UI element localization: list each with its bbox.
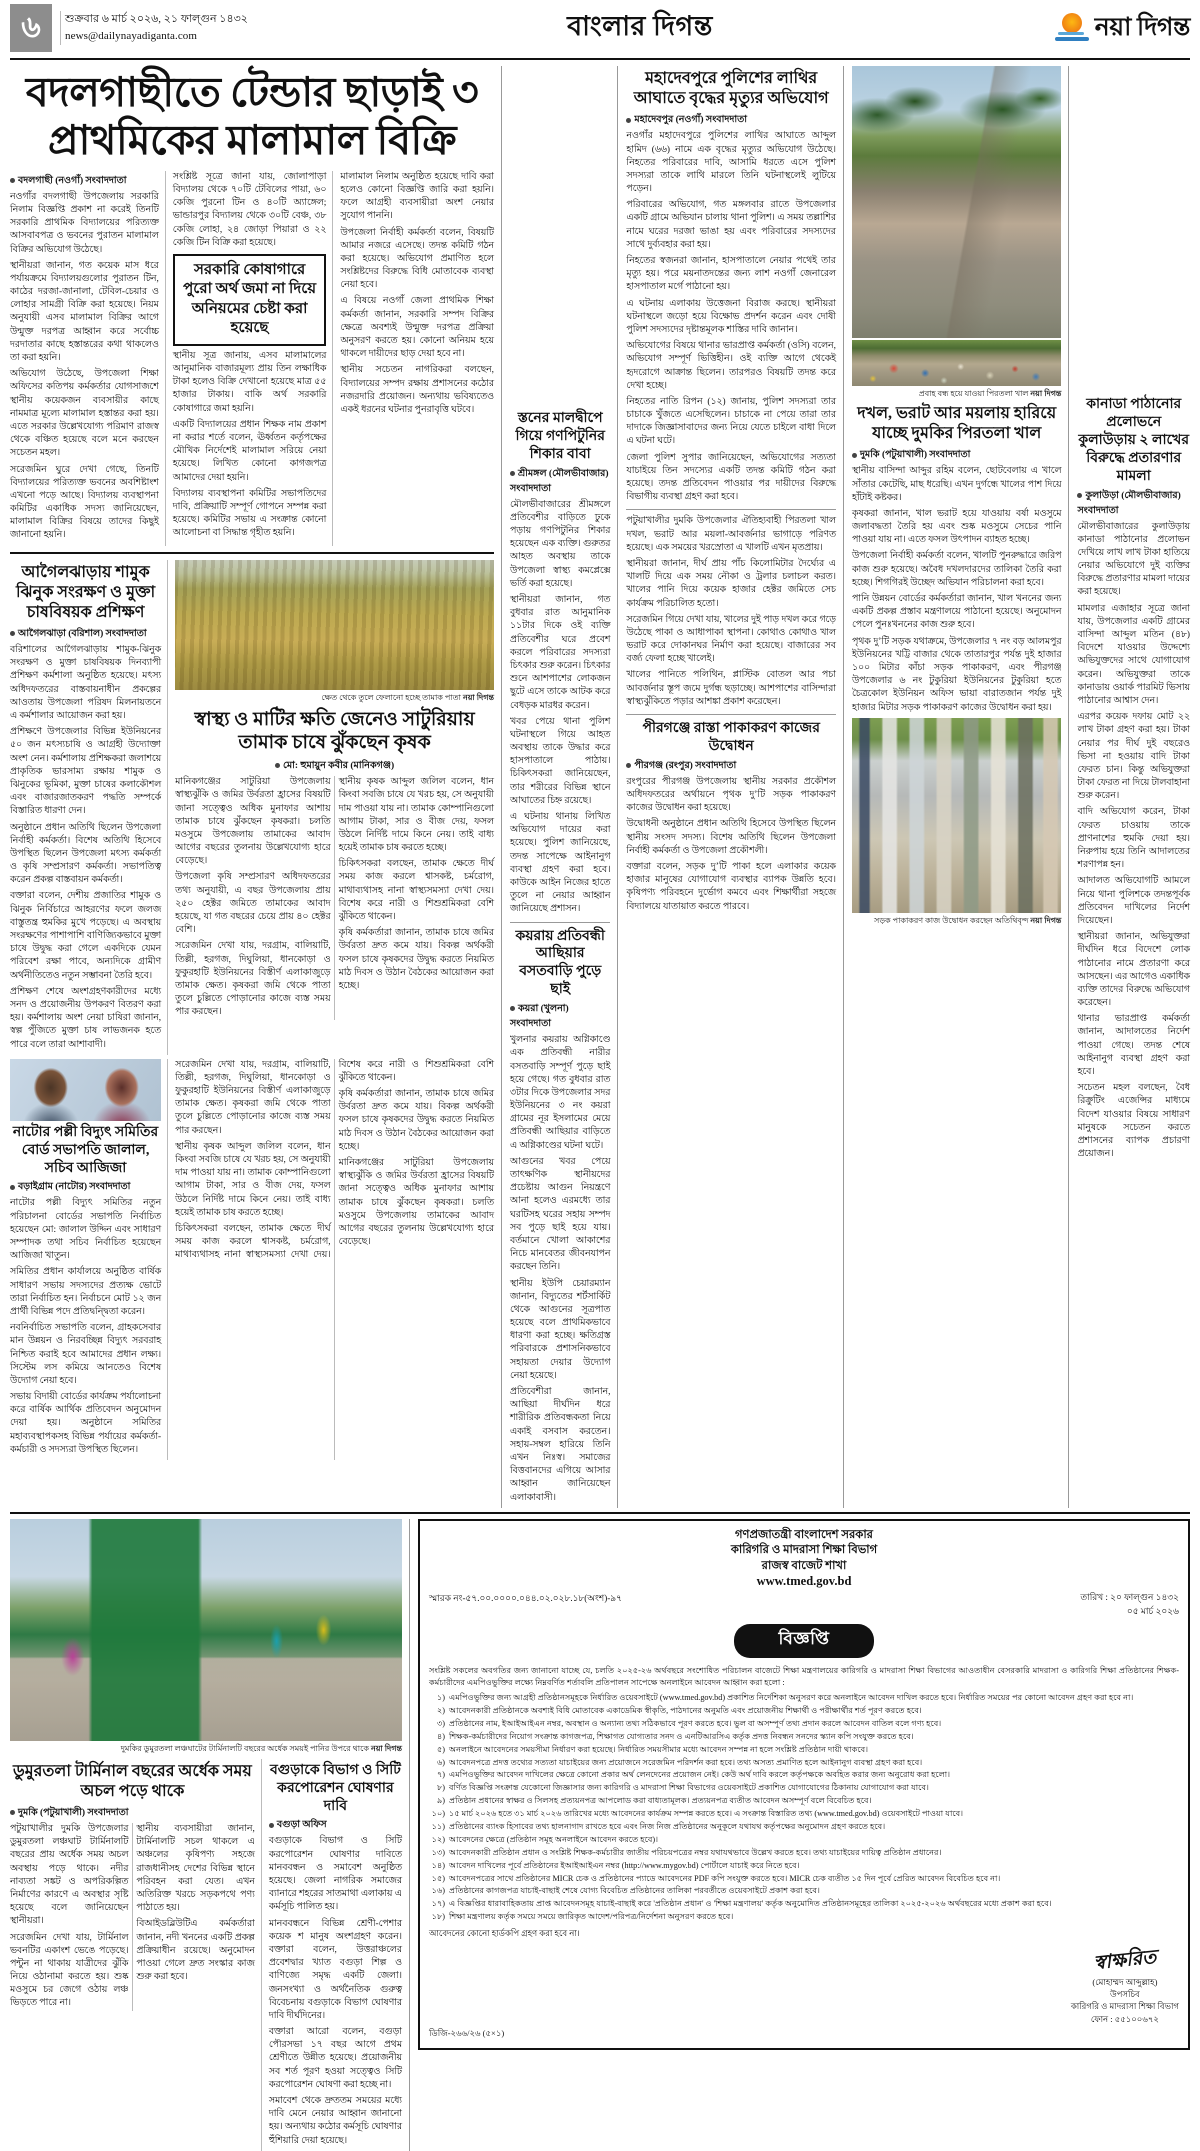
notice-date: তারিখ : ২০ ফাল্গুন ১৪৩২ ০৫ মার্চ ২০২৬ [1080,1592,1179,1616]
bottom-left-stories [10,1759,402,2151]
paragraph: সরেজমিন দেখা যায়, দরগ্রাম, বালিয়াটি, তিল্লী, হরগজ, দিঘুলিয়া, ধানকোড়া ও ফুকুরহাটি ইউনিয়নের বিস্তীর্ণ এলাকাজুড়ে তামাক ক্ষেত। কৃষকরা জমি থেকে পাতা তুলে চুল্লিতে পোড়ানোর কাজে ব্যস্ত সময় পার করছেন। [175,1059,331,1136]
paragraph: মালামাল নিলাম অনুষ্ঠিত হয়েছে দাবি করা হলেও কোনো বিজ্ঞপ্তি জারি করা হয়নি। ফলে আগ্রহী ব্যবসায়ীরা অংশ নেয়ার সুযোগ পাননি। [340,171,494,222]
byline: পীরগঞ্জ (রংপুর) সংবাদদাতা [626,759,836,774]
paragraph: সরেজমিন ঘুরে দেখা গেছে, তিনটি বিদ্যালয়ের পরিত্যক্ত ভবনের অবশিষ্টাংশ এখনো পড়ে আছে। বিদ্যালয় ব্যবস্থাপনা কমিটির একাধিক সদস্য জানিয়েছেন, মালামাল বিক্রির বিষয়ে তাদের কিছুই জানানো হয়নি। [10,464,159,541]
paragraph: আগুনের খবর পেয়ে তাৎক্ষণিক স্থানীয়দের প্রচেষ্টায় আগুন নিয়ন্ত্রণে আনা হলেও এরমধ্যে তার ঘরটিসহ ঘরের সহায় সম্পদ সব পুড়ে ছাই হয়ে যায়। বর্তমানে খোলা আকাশের নিচে মানবেতর জীবনযাপন করছেন তিনি। [510,1156,611,1273]
byline: দুমকি (পটুয়াখালী) সংবাদদাতা [852,448,1062,463]
bottom-area [10,1519,1190,2151]
bogura-story [269,1759,402,2151]
signatory-title: উপসচিব [1110,1988,1140,1999]
zone-police-canal [626,66,844,1508]
paragraph: উপজেলা কৃষি সম্প্রসারণ অধিদফতরের তথ্য অনুযায়ী, এ বছর উপজেলায় প্রায় ২৫০ হেক্টর জমিতে তামাকের আবাদ হয়েছে, যা গত বছরের চেয়ে প্রায় ৪০ হেক্টর বেশি। [175,872,331,936]
govt-line-1: গণপ্রজাতন্ত্রী বাংলাদেশ সরকার [734,1528,874,1541]
paragraph: পানি উন্নয়ন বোর্ডের কর্মকর্তারা জানান, খাল খননের জন্য একটি প্রকল্প প্রস্তাব মন্ত্রণালয়ে পাঠানো হয়েছে। অনুমোদন পেলে পুনঃখননের কাজ শুরু হবে। [851,594,1062,631]
paragraph: বাদি অভিযোগ করেন, টাকা ফেরত চাওয়ায় তাকে প্রাণনাশের হুমকি দেয়া হয়। নিরুপায় হয়ে তিনি আদালতের শরণাপন্ন হন। [1077,807,1190,871]
paragraph: চিকিৎসকরা বলছেন, তামাক ক্ষেতে দীর্ঘ সময় কাজ করলে শ্বাসকষ্ট, চর্মরোগ, মাথাব্যথাসহ নানা স্বাস্থ্যসমস্যা দেখা দেয়। বিশেষ করে নারী ও শিশুশ্রমিকরা বেশি ঝুঁকিতে থাকেন। [338,859,494,922]
memo-number: স্মারক নং-৫৭.০০.০০০০.০৪৪.০২.০২৮.১৮(অংশ)-৯৭ [429,1593,622,1604]
zone-bottom-right [418,1519,1190,2151]
paragraph: মানিকগঞ্জের সাটুরিয়া উপজেলায় স্বাস্থ্যঝুঁকি ও জমির উর্বরতা হ্রাসের বিষয়টি জানা সত্ত্বেও অধিক মুনাফার আশায় তামাক চাষে ঝুঁকছেন কৃষকরা। চলতি মওসুমে উপজেলায় তামাকের আবাদ আগের বছরের তুলনায় উল্লেখযোগ্য হারে বেড়েছে। [175,777,331,867]
paragraph: পরিবারের অভিযোগ, গত মঙ্গলবার রাতে উপজেলার একটি গ্রামে অভিযান চালায় থানা পুলিশ। এ সময় তল্লাশির নামে ঘরের দরজা ভাঙা হয় এবং পরিবারের সদস্যদের সাথে দুর্ব্যবহার করা হয়। [626,200,836,250]
notice-item: ৭) এমপিওভুক্তির আবেদন দাখিলের ক্ষেত্রে কোনো প্রকার অর্থ লেনদেনের প্রয়োজন নেই। কেউ অর্থ দাবি করলে কর্তৃপক্ষকে অবহিত করার জন্য অনুরোধ করা হলো। [436,1770,951,1780]
page-number-badge: ৬ [10,4,52,52]
byline: মো: হুমায়ুন কবীর (মানিকগঞ্জ) [175,759,494,774]
paragraph: এ ঘটনায় থানায় লিখিত অভিযোগ দায়ের করা হয়েছে। পুলিশ জানিয়েছে, তদন্ত সাপেক্ষে আইনানুগ ব্যবস্থা গ্রহণ করা হবে। কাউকে আইন নিজের হাতে তুলে না নেয়ার আহ্বান জানিয়েছে প্রশাসন। [510,812,611,915]
notice-item: ৬) আবেদনপত্রে প্রদত্ত তথ্যের সত্যতা যাচাইয়ের জন্য প্রয়োজনে সরেজমিন পরিদর্শন করা হবে। তথ্য অসত্য প্রমাণিত হলে আইনানুগ ব্যবস্থা গ্রহণ করা হবে। [436,1757,923,1767]
terminal-story [10,1759,262,2151]
paragraph: স্থানীয় কৃষক আব্দুল জলিল বলেন, ধান কিংবা সবজি চাষে যে খরচ হয়, সে অনুযায়ী দাম পাওয়া যায় না। তামাক কোম্পানিগুলো আগাম টাকা, সার ও বীজ দেয়, ফসল উঠলে নির্দিষ্ট দামে কিনে নেয়। তাই বাধ্য হয়েই তামাক চাষ করতে হচ্ছে। [175,1141,331,1218]
notice-intro: সংশ্লিষ্ট সকলের অবগতির জন্য জানানো যাচ্ছে যে, চলতি ২০২৫-২৬ অর্থবছরে সংশোধিত পরিচালন বাজেটে শিক্ষা মন্ত্রণালয়ের কারিগরি ও মাদরাসা শিক্ষা বিভাগের আওতাধীন বেসরকারি মাদরাসা ও কারিগরি শিক্ষা প্রতিষ্ঠানের শিক্ষক-কর্মচারীদের এমপিওভুক্তির লক্ষ্যে নিম্নবর্ণিত শর্তাবলি প্রতিপালন সাপেক্ষে অনলাইনে আবেদন আহ্বান করা হলো : [429,1666,1179,1688]
paragraph: নাটোর পল্লী বিদ্যুৎ সমিতির নতুন পরিচালনা বোর্ডের সভাপতি নির্বাচিত হয়েছেন মো: জালাল উদ্দিন এবং সাধারণ সম্পাদক তথা সচিব নির্বাচিত হয়েছেন আজিজা খাতুন। [10,1198,162,1262]
portrait-headline: নাটোর পল্লী বিদ্যুৎ সমিতির বোর্ড সভাপতি জালাল, সচিব আজিজা [12,1124,159,1176]
notice-item: ১১) প্রতিষ্ঠানের ব্যাংক হিসাবের তথ্য হালনাগাদ রাখতে হবে এবং নিজ নিজ প্রতিষ্ঠানের অনুকূলে যথাযথ কর্তৃপক্ষের অনুমোদন গ্রহণ করতে হবে। [431,1821,886,1831]
bogura-headline: বগুড়াকে বিভাগ ও সিটি করপোরেশন ঘোষণার দাবি [269,1762,401,1814]
masthead-center [340,0,940,56]
masthead-datelines [60,11,248,45]
paragraph: জেলা পুলিশ সুপার জানিয়েছেন, অভিযোগের সত্যতা যাচাইয়ে তিন সদস্যের একটি তদন্ত কমিটি গঠন করা হয়েছে। তদন্ত প্রতিবেদন পাওয়ার পর দায়ীদের বিরুদ্ধে বিভাগীয় ব্যবস্থা গ্রহণ করা হবে। [626,452,836,503]
byline: কুলাউড়া (মৌলভীবাজার) সংবাদদাতা [1077,490,1181,516]
notice-item: ১৪) আবেদন দাখিলের পূর্বে প্রতিষ্ঠানের ইআইআইএন নম্বর (http://www.mygov.bd) পোর্টালে যাচাই করে নিতে হবে। [431,1860,800,1870]
notice-item: ৮) বর্ণিত বিজ্ঞপ্তি সংক্রান্ত যেকোনো জিজ্ঞাসার জন্য কারিগরি ও মাদরাসা শিক্ষা বিভাগের ওয়েবসাইটে প্রকাশিত যোগাযোগের ঠিকানায় যোগাযোগ করা যাবে। [436,1783,929,1793]
canada-headline: কানাডা পাঠানোর প্রলোভনে কুলাউড়ায় ২ লাখের বিরুদ্ধে প্রতারণার মামলা [1078,397,1190,484]
paragraph: সরেজমিন গিয়ে দেখা যায়, খালের দুই পাড় দখল করে গড়ে উঠেছে পাকা ও আধাপাকা স্থাপনা। কোথাও কোথাও খাল ভরাট করে দোকানঘর নির্মাণ করা হয়েছে। বাজারের সব বর্জ্য ফেলা হচ্ছে খালেই। [626,614,836,665]
contact-email[interactable]: news@dailynayadiganta.com [65,30,198,42]
notice-item: ৫) অনলাইনে আবেদনের সময়সীমা নির্ধারণ করা হয়েছে। নির্ধারিত সময়সীমার মধ্যে আবেদন সম্পন্ন না হলে সংশ্লিষ্ট প্রতিষ্ঠান দায়ী থাকবে। [436,1744,869,1754]
govt-line-3: রাজস্ব বাজেট শাখা [761,1559,847,1572]
govt-website[interactable]: www.tmed.gov.bd [756,1574,852,1589]
paragraph: স্থানীয় কৃষক আব্দুল জলিল বলেন, ধান কিংবা সবজি চাষে যে খরচ হয়, সে অনুযায়ী দাম পাওয়া যায় না। তামাক কোম্পানিগুলো আগাম টাকা, সার ও বীজ দেয়, ফসল উঠলে নির্দিষ্ট দামে কিনে নেয়। তাই বাধ্য হয়েই তামাক চাষ করতে হচ্ছে। [338,777,494,854]
paragraph: পটুয়াখালীর দুমকি উপজেলার ডুমুরতলা লঞ্চঘাট টার্মিনালটি বছরের প্রায় অর্ধেক সময় অচল অবস্থায় পড়ে থাকে। নদীর নাব্যতা সঙ্কট ও অপরিকল্পিত নির্মাণের কারণে এ অবস্থার সৃষ্টি হয়েছে বলে জানিয়েছেন স্থানীয়রা। [10,1824,129,1927]
paragraph: অভিযোগের বিষয়ে থানার ভারপ্রাপ্ত কর্মকর্তা (ওসি) বলেন, অভিযোগ সম্পূর্ণ ভিত্তিহীন। ওই ব্যক্তি আগে থেকেই হৃদরোগে আক্রান্ত ছিলেন। তারপরও বিষয়টি তদন্ত করে দেখা হচ্ছে। [626,341,836,391]
byline: মহাদেবপুর (নওগাঁ) সংবাদদাতা [626,113,836,128]
notice-item: ১৮) শিক্ষা মন্ত্রণালয় কর্তৃক সময়ে সময়ে জারিকৃত আদেশ/পরিপত্র/নির্দেশনা অনুসরণ করতে হবে। [431,1912,734,1922]
notice-item: ১) এমপিওভুক্তির জন্য আগ্রহী প্রতিষ্ঠানসমূহকে নির্ধারিত ওয়েবসাইটে (www.tmed.gov.bd) প্রকাশিত নির্দেশিকা অনুসরণ করে অনলাইনে আবেদন দাখিল করতে হবে। নির্ধারিত সময়ের পর কোনো আবেদন গ্রহণ করা হবে না। [436,1693,1134,1703]
terminal-headline: ডুমুরতলা টার্মিনাল বছরের অর্ধেক সময় অচল পড়ে থাকে [12,1762,252,1800]
paragraph: খবর পেয়ে থানা পুলিশ ঘটনাস্থলে গিয়ে আহত অবস্থায় তাকে উদ্ধার করে হাসপাতালে পাঠায়। চিকিৎসকরা জানিয়েছেন, তার শরীরের বিভিন্ন স্থানে আঘাতের চিহ্ন রয়েছে। [510,716,611,806]
paragraph: সভায় বিদায়ী বোর্ডের কার্যক্রম পর্যালোচনা করে বার্ষিক আর্থিক প্রতিবেদন অনুমোদন দেয়া হয়। অনুষ্ঠানে সমিতির মহাব্যবস্থাপকসহ বিভিন্ন পর্যায়ের কর্মকর্তা-কর্মচারী ও সদস্যরা উপস্থিত ছিলেন। [10,1392,162,1455]
paragraph: সমাবেশ থেকে দ্রুততম সময়ের মধ্যে দাবি মেনে নেয়ার আহ্বান জানানো হয়। অন্যথায় কঠোর কর্মসূচি ঘোষণার হুঁশিয়ারি দেয়া হয়েছে। [268,2096,402,2146]
paragraph: স্থানীয় ব্যবসায়ীরা জানান, টার্মিনালটি সচল থাকলে এ অঞ্চলের কৃষিপণ্য সহজে রাজধানীসহ দেশের বিভিন্ন স্থানে পরিবহন করা যেত। এখন অতিরিক্ত খরচে সড়কপথে পণ্য পাঠাতে হয়। [136,1824,255,1914]
photo-caption: প্রবাহ বন্ধ হয়ে যাওয়া পিরতলা খাল নয়া দিগন্ত [918,389,1062,398]
canal-headline: দখল, ভরাট আর ময়লায় হারিয়ে যাচ্ছে দুমকির পিরতলা খাল [857,405,1057,443]
zone-right [1077,66,1190,1508]
ferry-terminal-photo [10,1519,402,1741]
paragraph: স্থানীয় সচেতন নাগরিকরা বলছেন, বিদ্যালয়ের সম্পদ রক্ষায় প্রশাসনের কঠোর নজরদারি প্রয়োজন। অন্যথায় ভবিষ্যতেও একই ধরনের ঘটনার পুনরাবৃত্তি ঘটবে। [340,365,494,415]
zone-bottom-left [10,1519,410,2151]
paragraph: নওগাঁর বদলগাছী উপজেলায় সরকারি নিলাম বিজ্ঞপ্তি প্রকাশ না করেই তিনটি সরকারি প্রাথমিক বিদ্যালয়ের পরিত্যক্ত আসবাবপত্র ও ভবনের পুরাতন মালামাল বিক্রির অভিযোগ উঠেছে। [10,191,159,255]
signatory-name: (মোহাম্মদ আব্দুল্লাহ) [1092,1976,1158,1987]
paragraph: মৌলভীবাজারের কুলাউড়ায় কানাডা পাঠানোর প্রলোভন দেখিয়ে লাখ লাখ টাকা হাতিয়ে নেয়ার অভিযোগে দুই ব্যক্তির বিরুদ্ধে প্রতারণার মামলা দায়ের করা হয়েছে। [1077,521,1190,598]
paragraph: মানববন্ধনে বিভিন্ন শ্রেণী-পেশার কয়েক শ মানুষ অংশগ্রহণ করেন। বক্তারা বলেন, উত্তরাঞ্চলের প্রবেশদ্বার খ্যাত বগুড়া শিল্প ও বাণিজ্যে সমৃদ্ধ একটি জেলা। জনসংখ্যা ও অর্থনৈতিক গুরুত্ব বিবেচনায় বগুড়াকে বিভাগ ঘোষণার দাবি দীর্ঘদিনের। [268,1918,402,2021]
byline: দুমকি (পটুয়াখালী) সংবাদদাতা [10,1806,255,1821]
notice-item: ১৩) আবেদনকারী প্রতিষ্ঠান প্রধান ও সংশ্লিষ্ট শিক্ষক-কর্মচারীর জাতীয় পরিচয়পত্রের নম্বর যথাযথভাবে উল্লেখ করতে হবে। তথ্য যাচাইয়ের দায়িত্ব প্রতিষ্ঠান প্রধানের। [431,1847,942,1857]
signatory-org: কারিগরি ও মাদরাসা শিক্ষা বিভাগ [1070,2001,1179,2012]
masthead-right [940,0,1190,56]
notice-title-pill: বিজ্ঞপ্তি [734,1624,874,1658]
paragraph: সমিতির প্রধান কার্যালয়ে অনুষ্ঠিত বার্ষিক সাধারণ সভায় সদস্যদের প্রত্যক্ষ ভোটে তারা নির্বাচিত হন। নির্বাচনে মোট ১২ জন প্রার্থী বিভিন্ন পদে প্রতিদ্বন্দ্বিতা করেন। [10,1267,162,1317]
paragraph: এরপর কয়েক দফায় মোট ২২ লাখ টাকা গ্রহণ করা হয়। টাকা নেয়ার পর দীর্ঘ দুই বছরেও ভিসা না হওয়ায় বাদি টাকা ফেরত চান। কিন্তু অভিযুক্তরা টাকা ফেরত না দিয়ে টালবাহানা শুরু করেন। [1077,712,1190,802]
photo-caption: দুমকির ডুমুরতলা লঞ্চঘাটের টার্মিনালটি বছরের অর্ধেক সময়ই পানির উপরে থাকে নয়া দিগন্ত [120,1743,402,1753]
zone-left-mid [10,560,494,1055]
handwritten-signature: স্বাক্ষরিত [1092,1946,1158,1975]
snail-headline: আগৈলঝাড়ায় শামুক ঝিনুক সংরক্ষণ ও মুক্তা চাষবিষয়ক প্রশিক্ষণ [15,563,156,621]
notice-signature-block [429,1947,1179,2025]
brand-name: নয়া দিগন্ত [1094,13,1190,41]
photo-caption: ক্ষেত থেকে তুলে ফেলানো হচ্ছে তামাক পাতা নয়া দিগন্ত [321,692,494,702]
notice-footer-note: আবেদনের কোনো হার্ডকপি গ্রহণ করা হবে না। [429,1928,580,1939]
section-title: বাংলার দিগন্ত [567,10,713,41]
village-garbage-photo [852,66,1062,338]
notice-item: ৩) প্রতিষ্ঠানের নাম, ইআইআইএন নম্বর, অবস্থান ও অন্যান্য তথ্য সঠিকভাবে পূরণ করতে হবে। ভুল বা অসম্পূর্ণ তথ্য প্রদান করলে আবেদন বাতিল বলে গণ্য হবে। [436,1718,942,1728]
notice-item: ৪) শিক্ষক-কর্মচারীদের নিয়োগ সংক্রান্ত কাগজপত্র, শিক্ষাগত যোগ্যতার সনদ ও এনটিআরসিএ কর্তৃক প্রদত্ত নিবন্ধন সনদের স্ক্যান কপি সংযুক্ত করতে হবে। [436,1731,914,1741]
paragraph: থানার ভারপ্রাপ্ত কর্মকর্তা জানান, আদালতের নির্দেশ পাওয়া গেছে। তদন্ত শেষে আইনানুগ ব্যবস্থা গ্রহণ করা হবে। [1077,1014,1190,1078]
paragraph: স্থানীয়রা জানান, গত কয়েক মাস ধরে পর্যায়ক্রমে বিদ্যালয়গুলোর পুরাতন টিন, কাঠের দরজা-জানালা, টেবিল-চেয়ার ও লোহার সামগ্রী বিক্রি করা হয়েছে। নিয়ম অনুযায়ী এসব মালামাল বিক্রির আগে উন্মুক্ত দরপত্র আহ্বান করে সর্বোচ্চ দরদাতার কাছে হস্তান্তরের কথা থাকলেও তা করা হয়নি। [10,260,159,363]
notice-item: ১০) ১৫ মার্চ ২০২৬ হতে ৩১ মার্চ ২০২৬ তারিখের মধ্যে আবেদনের কার্যক্রম সম্পন্ন করতে হবে। এ সংক্রান্ত বিস্তারিত তথ্য (www.tmed.gov.bd) ওয়েবসাইটে পাওয়া যাবে। [431,1809,964,1819]
paragraph: কৃষি কর্মকর্তারা জানান, তামাক চাষে জমির উর্বরতা দ্রুত কমে যায়। বিকল্প অর্থকরী ফসল চাষে কৃষকদের উদ্বুদ্ধ করতে নিয়মিত মাঠ দিবস ও উঠান বৈঠকের আয়োজন করা হচ্ছে। [338,1089,494,1152]
paragraph: প্রতিবেশীরা জানান, আছিয়া দীর্ঘদিন ধরে শারীরিক প্রতিবন্ধকতা নিয়ে একাই বসবাস করতেন। সহায়-সম্বল হারিয়ে তিনি এখন নিঃস্ব। সমাজের বিত্তবানদের এগিয়ে আসার আহ্বান জানিয়েছেন এলাকাবাসী। [510,1387,611,1503]
paragraph: স্থানীয় বাসিন্দা আব্দুর রহিম বলেন, ছোটবেলায় এ খালে সাঁতার কেটেছি, মাছ ধরেছি। এখন দুর্গন্ধে খালের পাশ দিয়ে হাঁটাই কষ্টকর। [851,466,1062,503]
paragraph: খালের পানিতে পলিথিন, প্লাস্টিক বোতল আর পচা আবর্জনার স্তূপ জমে দুর্গন্ধ ছড়াচ্ছে। আশপাশের বাসিন্দারা স্বাস্থ্যঝুঁকিতে পড়ার আশঙ্কা প্রকাশ করেছেন। [626,670,836,707]
paragraph: উদ্বোধনী অনুষ্ঠানে প্রধান অতিথি হিসেবে উপস্থিত ছিলেন স্থানীয় সংসদ সদস্য। বিশেষ অতিথি ছিলেন উপজেলা নির্বাহী কর্মকর্তা ও উপজেলা প্রকৌশলী। [626,819,836,856]
terminal-body [10,1823,255,2011]
tobacco-headline: স্বাস্থ্য ও মাটির ক্ষতি জেনেও সাটুরিয়ায় তামাক চাষে ঝুঁকছেন কৃষক [194,708,475,754]
lead-col-3 [340,171,494,546]
paragraph: স্থানীয় সূত্র জানায়, এসব মালামালের আনুমানিক বাজারমূল্য প্রায় তিন লক্ষাধিক টাকা হলেও বিক্রি দেখানো হয়েছে মাত্র ৫৫ হাজার টাকায়। বাকি অর্থ সরকারি কোষাগারে জমা হয়নি। [172,350,327,414]
paragraph: রংপুরের পীরগঞ্জ উপজেলায় স্থানীয় সরকার প্রকৌশল অধিদফতরের অর্থায়নে পৃথক দু’টি সড়ক পাকাকরণ কাজের উদ্বোধন করা হয়েছে। [626,776,836,814]
notice-item-list [429,1692,1179,1923]
snail-story [10,560,168,1055]
zone-left [10,66,502,1508]
canal-trash-photo [852,340,1062,386]
paragraph: নিহতের স্বজনরা জানান, হাসপাতালে নেয়ার পথেই তার মৃত্যু হয়। পরে ময়নাতদন্তের জন্য লাশ নওগাঁ জেনারেল হাসপাতাল মর্গে পাঠানো হয়। [626,256,836,293]
paragraph: নবনির্বাচিত সভাপতি বলেন, গ্রাহকসেবার মান উন্নয়ন ও নিরবচ্ছিন্ন বিদ্যুৎ সরবরাহ নিশ্চিত করাই হবে আমাদের প্রধান লক্ষ্য। সিস্টেম লস কমিয়ে আনতেও বিশেষ উদ্যোগ নেয়া হবে। [10,1323,162,1386]
notice-item: ১২) আবেদনের ক্ষেত্রে (প্রতিষ্ঠান সমূহ অনলাইনে আবেদন করতে হবে)। [431,1834,659,1844]
lead-col-1 [10,171,166,546]
paragraph: স্থানীয়রা জানান, দীর্ঘ প্রায় পাঁচ কিলোমিটার দৈর্ঘ্যের এ খালটি দিয়ে এক সময় নৌকা ও ট্রলার চলাচল করত। খালের পানি দিয়ে কয়েক হাজার হেক্টর জমিতে সেচ কার্যক্রম পরিচালিত হতো। [626,558,836,609]
zone-left-low [10,1059,494,1460]
byline: বদলগাছী (নওগাঁ) সংবাদদাতা [10,174,159,189]
paragraph: মামলার এজাহার সূত্রে জানা যায়, উপজেলার একটি গ্রামের বাসিন্দা আব্দুল মতিন (৪৮) বিদেশে যাওয়ার উদ্দেশ্যে অভিযুক্তদের সাথে যোগাযোগ করেন। অভিযুক্তরা তাকে কানাডায় ওয়ার্ক পারমিট ভিসায় পাঠানোর আশ্বাস দেন। [1077,603,1190,706]
tobacco-body [175,776,494,1019]
paragraph: স্থানীয় ইউপি চেয়ারম্যান জানান, বিদ্যুতের শর্টসার্কিট থেকে আগুনের সূত্রপাত হয়েছে বলে প্রাথমিকভাবে ধারণা করা হচ্ছে। ক্ষতিগ্রস্ত পরিবারকে প্রশাসনিকভাবে সহায়তা দেয়ার উদ্যোগ নেয়া হয়েছে। [510,1278,611,1381]
tobacco-body-cont [175,1059,494,1460]
pullquote-box: সরকারি কোষাগারে পুরো অর্থ জমা না দিয়ে অনিয়মের চেষ্টা করা হয়েছে [173,254,327,346]
notice-item: ৯) প্রতিষ্ঠান প্রধানের স্বাক্ষর ও সিলসহ প্রত্যয়নপত্র আপলোড করা বাধ্যতামূলক। প্রত্যয়নপত্র ব্যতীত আবেদন অসম্পূর্ণ বলে বিবেচিত হবে। [436,1796,872,1806]
paragraph: উপজেলা নির্বাহী কর্মকর্তা বলেন, খালটি পুনরুদ্ধারে জরিপ কাজ শুরু হয়েছে। অবৈধ দখলদারদের তালিকা তৈরি করা হচ্ছে। শিগগিরই উচ্ছেদ অভিযান পরিচালনা করা হবে। [851,551,1062,588]
lead-body-columns [10,171,494,546]
paragraph: স্থানীয়রা জানান, অভিযুক্তরা দীর্ঘদিন ধরে বিদেশে লোক পাঠানোর নামে প্রতারণা করে আসছেন। এর আগেও একাধিক ব্যক্তি তাদের বিরুদ্ধে অভিযোগ করেছেন। [1077,932,1191,1009]
masthead [10,0,1190,60]
paragraph: সরেজমিন দেখা যায়, দরগ্রাম, বালিয়াটি, তিল্লী, হরগজ, দিঘুলিয়া, ধানকোড়া ও ফুকুরহাটি ইউনিয়নের বিস্তীর্ণ এলাকাজুড়ে তামাক ক্ষেত। কৃষকরা জমি থেকে পাতা তুলে চুল্লিতে পোড়ানোর কাজে ব্যস্ত সময় পার করছেন। [175,941,331,1018]
lead-col-2 [173,171,334,546]
govt-line-2: কারিগরি ও মাদরাসা শিক্ষা বিভাগ [730,1544,878,1557]
byline: আগৈলঝাড়া (বরিশাল) সংবাদদাতা [10,627,161,642]
publication-date: শুক্রবার ৬ মার্চ ২০২৬, ২১ ফাল্গুন ১৪৩২ [65,12,248,25]
lead-headline: বদলগাছীতে টেন্ডার ছাড়াই ৩ প্রাথমিকের মালামাল বিক্রি [25,69,479,164]
notice-item: ২) আবেদনকারী প্রতিষ্ঠানকে অবশ্যই বিধি মোতাবেক একাডেমিক স্বীকৃতি, পাঠদানের অনুমতি এবং প্রয়োজনীয় শিক্ষার্থী ও পরীক্ষার্থীর শর্ত পূরণ করতে হবে। [436,1705,922,1715]
paragraph: বক্তারা আরো বলেন, বগুড়া পৌরসভা ১৭ বছর আগে প্রথম শ্রেণীতে উন্নীত হয়েছে। প্রয়োজনীয় সব শর্ত পূরণ হওয়া সত্ত্বেও সিটি করপোরেশন ঘোষণা করা হচ্ছে না। [268,2027,402,2090]
notice-reference: ডিজি-২৬৬/২৬ (৫×১) [429,2027,505,2038]
paragraph: বরিশালের আগৈলঝাড়ায় শামুক-ঝিনুক সংরক্ষণ ও মুক্তা চাষবিষয়ক দিনব্যাপী প্রশিক্ষণ কর্মশালা অনুষ্ঠিত হয়েছে। মৎস্য অধিদফতরের বাস্তবায়নাধীন প্রকল্পের আওতায় উপজেলা পরিষদ মিলনায়তনে এ কর্মশালার আয়োজন করা হয়। [10,645,162,722]
paragraph: এ বিষয়ে নওগাঁ জেলা প্রাথমিক শিক্ষা কর্মকর্তা জানান, সরকারি সম্পদ বিক্রির ক্ষেত্রে অবশ্যই উন্মুক্ত দরপত্র প্রক্রিয়া অনুসরণ করতে হয়। কোনো অনিয়ম হয়ে থাকলে দায়ীদের ছাড় দেয়া হবে না। [340,296,494,360]
zone-photos [852,66,1070,1508]
paragraph: স্থানীয়রা জানান, গত বুধবার রাত আনুমানিক ১১টার দিকে ওই ব্যক্তি প্রতিবেশীর ঘরে প্রবেশ করলে পরিবারের সদস্যরা চিৎকার শুরু করেন। চিৎকার শুনে আশপাশের লোকজন ছুটে এসে তাকে আটক করে বেধড়ক মারধর করেন। [510,595,611,711]
paragraph: সচেতন মহল বলছেন, বৈধ রিক্রুটিং এজেন্সির মাধ্যমে বিদেশ যাওয়ার বিষয়ে সাধারণ মানুষকে সচেতন করতে প্রশাসনের ব্যাপক প্রচারণা প্রয়োজন। [1077,1083,1190,1160]
paragraph: একটি বিদ্যালয়ের প্রধান শিক্ষক নাম প্রকাশ না করার শর্তে বলেন, ঊর্ধ্বতন কর্তৃপক্ষের মৌখিক নির্দেশেই মালামাল সরিয়ে নেয়া হয়েছে। লিখিত কোনো কাগজপত্র আমাদের দেয়া হয়নি। [172,419,327,483]
officials-portrait-photo [10,1059,161,1121]
notice-item: ১৫) আবেদনপত্রের সাথে প্রতিষ্ঠানের MICR চেক ও প্রতিষ্ঠানের প্যাডে আবেদনের PDF কপি সংযুক্ত করতে হবে। MICR চেক ব্যতীত ১৫ দিন পূর্বে প্রেরিত আবেদন বিবেচিত হবে না। [431,1873,1001,1883]
byline: শ্রীমঙ্গল (মৌলভীবাজার) সংবাদদাতা [510,468,609,494]
police-headline: মহাদেবপুরে পুলিশের লাথির আঘাতে বৃদ্ধের মৃত্যুর অভিযোগ [633,70,829,108]
snake-headline: স্তনের মালদ্বীপে গিয়ে গণপিটুনির শিকার বাবা [515,411,605,462]
top-area [10,66,1190,1508]
masthead-left [10,0,340,56]
paragraph: বিআইডব্লিউটিএ কর্মকর্তারা জানান, নদী খননের একটি প্রকল্প প্রক্রিয়াধীন রয়েছে। অনুমোদন পাওয়া গেলে দ্রুত সংস্কার কাজ শুরু করা হবে। [136,1919,255,1983]
road-inauguration-photo [852,718,1062,913]
paragraph: বিদ্যালয় ব্যবস্থাপনা কমিটির সভাপতিদের দাবি, প্রক্রিয়াটি সম্পূর্ণ গোপনে সম্পন্ন করা হয়েছে। কমিটির সভায় এ সংক্রান্ত কোনো আলোচনা বা সিদ্ধান্ত গৃহীত হয়নি। [172,488,327,539]
photo-caption: সড়ক পাকাকরণ কাজ উদ্বোধন করছেন অতিথিবৃন্দ নয়া দিগন্ত [874,915,1062,925]
paragraph: বক্তারা বলেন, দেশীয় প্রজাতির শামুক ও ঝিনুক নির্বিচারে আহরণের ফলে জলজ বাস্তুতন্ত্র হুমকির মুখে পড়েছে। এ অবস্থায় সংরক্ষণের পাশাপাশি বাণিজ্যিকভাবে মুক্তা চাষে উদ্বুদ্ধ করা গেলে একদিকে যেমন পরিবেশ রক্ষা পাবে, অন্যদিকে গ্রামীণ অর্থনীতিতেও নতুন সম্ভাবনা তৈরি হবে। [10,891,162,981]
zone-middle-narrow [510,66,618,1508]
byline: বড়াইগ্রাম (নাটোর) সংবাদদাতা [10,1180,161,1195]
byline: বগুড়া অফিস [269,1818,402,1833]
paragraph: চিকিৎসকরা বলছেন, তামাক ক্ষেতে দীর্ঘ সময় কাজ করলে শ্বাসকষ্ট, চর্মরোগ, মাথাব্যথাসহ নানা স্বাস্থ্যসমস্যা দেখা দেয়। বিশেষ করে নারী ও শিশুশ্রমিকরা বেশি ঝুঁকিতে থাকেন। [175,1059,494,1261]
paragraph: মৌলভীবাজারের শ্রীমঙ্গলে প্রতিবেশীর বাড়িতে ঢুকে পড়ায় গণপিটুনির শিকার হয়েছেন এক ব্যক্তি। গুরুতর আহত অবস্থায় তাকে উপজেলা স্বাস্থ্য কমপ্লেক্সে ভর্তি করা হয়েছে। [510,499,611,589]
paragraph: মানিকগঞ্জের সাটুরিয়া উপজেলায় স্বাস্থ্যঝুঁকি ও জমির উর্বরতা হ্রাসের বিষয়টি জানা সত্ত্বেও অধিক মুনাফার আশায় তামাক চাষে ঝুঁকছেন কৃষকরা। চলতি মওসুমে উপজেলায় তামাকের আবাদ আগের বছরের তুলনায় উল্লেখযোগ্য হারে বেড়েছে। [338,1158,494,1248]
paragraph: নওগাঁর মহাদেবপুরে পুলিশের লাথির আঘাতে আব্দুল হামিদ (৬৬) নামে এক বৃদ্ধের মৃত্যুর অভিযোগ উঠেছে। নিহতের পরিবারের দাবি, আসামি ধরতে এসে পুলিশ সদস্যরা তাকে লাথি মারলে তিনি ঘটনাস্থলেই লুটিয়ে পড়েন। [626,131,836,195]
road-headline: পীরগঞ্জে রাস্তা পাকাকরণ কাজের উদ্বোধন [642,721,820,754]
signatory-phone: ফোন : ৫৫১০০৬৭২ [1090,2013,1159,2024]
notice-item: ১৬) প্রতিষ্ঠানের কাগজপত্র যাচাই-বাছাই শেষে যোগ্য বিবেচিত প্রতিষ্ঠানের তালিকা পরবর্তীতে ওয়েবসাইটে প্রকাশ করা হবে। [431,1886,820,1896]
government-notice [418,1519,1190,2050]
paragraph: অভিযোগ উঠেছে, উপজেলা শিক্ষা অফিসের কতিপয় কর্মকর্তার যোগসাজশে স্থানীয় কয়েকজন ব্যবসায়ীর কাছে নামমাত্র মূল্যে মালামাল হস্তান্তর করা হয়। এতে সরকার উল্লেখযোগ্য পরিমাণ রাজস্ব থেকে বঞ্চিত হয়েছে বলে মনে করছেন সচেতন মহল। [10,369,159,459]
notice-item: ১৭) এ বিজ্ঞপ্তির ধারাবাহিকতায় প্রাপ্ত আবেদনসমূহ যাচাই-বাছাই করে 'প্রতিষ্ঠান প্রধান' ও 'শিক্ষা মন্ত্রণালয়' কর্তৃক অনুমোদিত প্রতিষ্ঠানসমূহের তালিকা ২০২৫-২০২৬ অর্থবছরের মধ্যে প্রকাশ করা হবে। [431,1899,1052,1909]
tobacco-field-photo [175,560,494,690]
byline: কয়রা (খুলনা) সংবাদদাতা [510,1004,569,1030]
paragraph: পৃথক দু’টি সড়ক যথাক্রমে, উপজেলার ৭ নং বড় আলমপুর ইউনিয়নের খট্টি বাজার থেকে তাতারপুর পর্যন্ত দুই হাজার ১০০ মিটার কাঁচা সড়ক পাকাকরণ, এবং পীরগঞ্জ উপজেলার ৬ নং টুকুরিয়া ইউনিয়নের টুকুরিয়া হতে চৈত্রকোল ইউনিয়ন অফিস ভায়া বারাতজান পর্যন্ত দুই হাজার মিটার সড়ক পাকাকরণ কাজের উদ্বোধন করা হয়। [851,636,1062,713]
tobacco-block [175,560,494,1055]
paragraph: বক্তারা বলেন, সড়ক দু’টি পাকা হলে এলাকার কয়েক হাজার মানুষের যোগাযোগ ব্যবস্থার ব্যাপক উন্নতি হবে। কৃষিপণ্য পরিবহনে দুর্ভোগ কমবে এবং শিক্ষার্থীরা সহজে বিদ্যালয়ে যাতায়াত করতে পারবে। [626,861,836,912]
notice-meta [429,1591,1179,1618]
paragraph: কৃষকরা জানান, খাল ভরাট হয়ে যাওয়ায় বর্ষা মওসুমে জলাবদ্ধতা তৈরি হয় এবং শুষ্ক মওসুমে সেচের পানি পাওয়া যায় না। এতে ফসল উৎপাদন ব্যাহত হচ্ছে। [851,508,1062,546]
paragraph: আদালত অভিযোগটি আমলে নিয়ে থানা পুলিশকে তদন্তপূর্বক প্রতিবেদন দাখিলের নির্দেশ দিয়েছেন। [1077,876,1190,926]
portrait-story [10,1059,168,1460]
fire-headline: কয়রায় প্রতিবন্ধী আছিয়ার বসতবাড়ি পুড়ে ছাই [515,928,605,998]
paragraph: প্রশিক্ষণে উপজেলার বিভিন্ন ইউনিয়নের ৫০ জন মৎস্যচাষি ও আগ্রহী উদ্যোক্তা অংশ নেন। কর্মশালায় প্রশিক্ষকরা জলাশয়ে প্রাকৃতিক ভারসাম্য রক্ষায় শামুক ও ঝিনুকের ভূমিকা, মুক্তা চাষের কলাকৌশল এবং বাজারজাতকরণ পদ্ধতি সম্পর্কে বিস্তারিত ধারণা দেন। [10,727,162,817]
paragraph: সরেজমিন দেখা যায়, টার্মিনাল ভবনটির একাংশ ভেঙে পড়েছে। পন্টুন না থাকায় যাত্রীদের ঝুঁকি নিয়ে ওঠানামা করতে হয়। শুষ্ক মওসুমে চর জেগে ওঠায় লঞ্চ ভিড়তে পারে না। [10,1932,129,2009]
paragraph: অনুষ্ঠানে প্রধান অতিথি ছিলেন উপজেলা নির্বাহী কর্মকর্তা। বিশেষ অতিথি হিসেবে উপস্থিত ছিলেন উপজেলা মৎস্য কর্মকর্তা ও কৃষি সম্প্রসারণ কর্মকর্তা। সভাপতিত্ব করেন প্রকল্প বাস্তবায়ন কর্মকর্তা। [10,822,162,886]
paragraph: পটুয়াখালীর দুমকি উপজেলার ঐতিহ্যবাহী পিরতলা খাল দখল, ভরাট আর ময়লা-আবর্জনার ভাগাড়ে পরিণত হয়েছে। এক সময়ের খরস্রোতা এ খালটি এখন মৃতপ্রায়। [626,516,836,553]
sun-logo-icon [1055,11,1089,45]
paragraph: এ ঘটনায় এলাকায় উত্তেজনা বিরাজ করছে। স্থানীয়রা ঘটনাস্থলে জড়ো হয়ে বিক্ষোভ প্রদর্শন করেন এবং দোষী পুলিশ সদস্যদের দৃষ্টান্তমূলক শাস্তির দাবি জানান। [626,298,836,335]
paragraph: কৃষি কর্মকর্তারা জানান, তামাক চাষে জমির উর্বরতা দ্রুত কমে যায়। বিকল্প অর্থকরী ফসল চাষে কৃষকদের উদ্বুদ্ধ করতে নিয়মিত মাঠ দিবস ও উঠান বৈঠকের আয়োজন করা হচ্ছে। [338,928,494,991]
paragraph: প্রশিক্ষণ শেষে অংশগ্রহণকারীদের মধ্যে সনদ ও প্রয়োজনীয় উপকরণ বিতরণ করা হয়। কর্মশালায় অংশ নেয়া চাষিরা জানান, স্বল্প পুঁজিতে মুক্তা চাষ লাভজনক হতে পারে বলে তারা আশাবাদী। [10,986,162,1050]
paragraph: সংশ্লিষ্ট সূত্রে জানা যায়, জোলাপাড়া বিদ্যালয় থেকে ৭০টি টেবিলের পায়া, ৬০ কেজি পুরনো টিন ও ৪০টি অ্যাঙ্গেল; ভান্ডারপুর বিদ্যালয় থেকে ৩০টি বেঞ্চ, ৩৮ কেজি লোহা, ২৪ জোড়া পিয়ারা ও ২২ কেজি টিন বিক্রি করা হয়েছে। [172,171,327,248]
paragraph: উপজেলা নির্বাহী কর্মকর্তা বলেন, বিষয়টি আমার নজরে এসেছে। তদন্ত কমিটি গঠন করা হয়েছে। অভিযোগ প্রমাণিত হলে সংশ্লিষ্টদের বিরুদ্ধে বিধি মোতাবেক ব্যবস্থা নেয়া হবে। [340,227,494,291]
paragraph: নিহতের নাতি রিপন (১২) জানায়, পুলিশ সদস্যরা তার চাচাকে খুঁজতে এসেছিলেন। চাচাকে না পেয়ে তারা তার দাদাকে জিজ্ঞাসাবাদের জন্য নিয়ে যেতে চাইলে বাধা দিলে এ ঘটনা ঘটে। [626,396,836,447]
paragraph: খুলনার কয়রায় অগ্নিকাণ্ডে এক প্রতিবন্ধী নারীর বসতবাড়ি সম্পূর্ণ পুড়ে ছাই হয়ে গেছে। গত বুধবার রাত ৩টার দিকে উপজেলার সদর ইউনিয়নের ৩ নং কয়রা গ্রামের নূর ইসলামের মেয়ে প্রতিবন্ধী আছিয়ার বাড়িতে এ অগ্নিকাণ্ডের ঘটনা ঘটে। [510,1035,611,1151]
paragraph: বগুড়াকে বিভাগ ও সিটি করপোরেশন ঘোষণার দাবিতে মানববন্ধন ও সমাবেশ অনুষ্ঠিত হয়েছে। জেলা নাগরিক সমাজের ব্যানারে শহরের সাতমাথা এলাকায় এ কর্মসূচি পালিত হয়। [268,1836,402,1913]
